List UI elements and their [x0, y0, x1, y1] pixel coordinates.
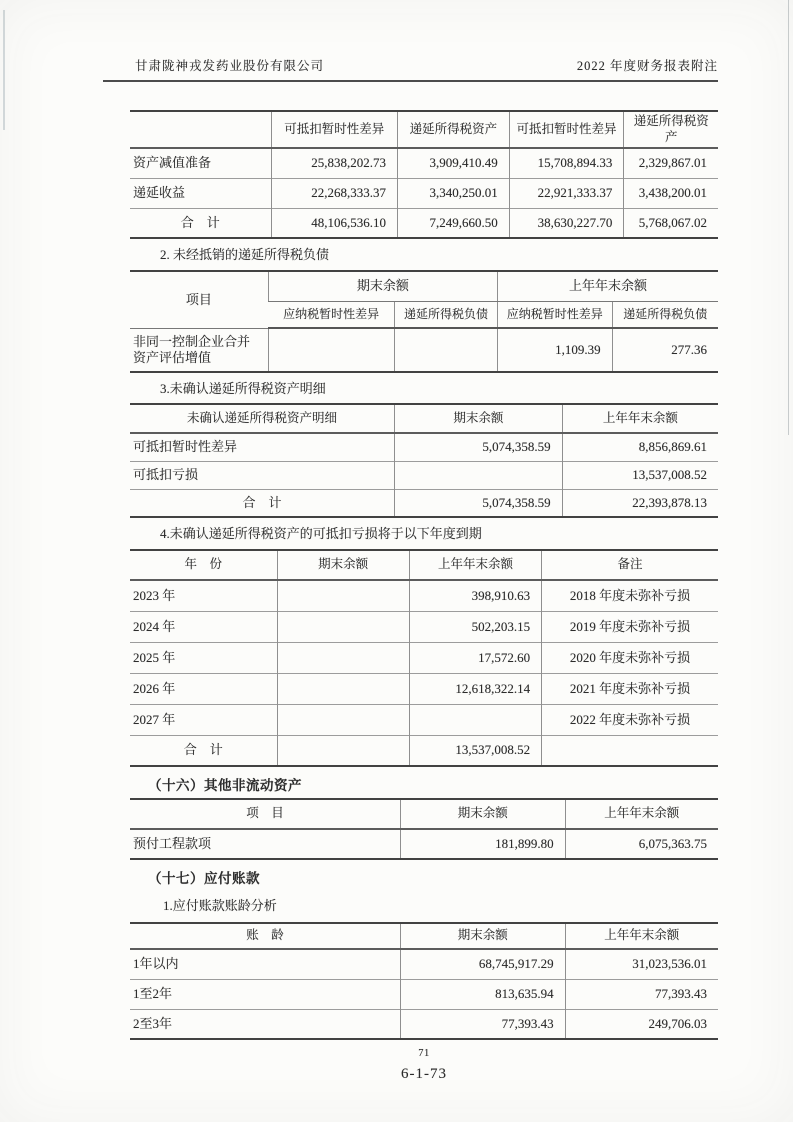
cell-value: 22,393,878.13	[562, 489, 718, 517]
table-row	[130, 328, 718, 372]
cell-remark: 2018 年度未弥补亏损	[542, 580, 718, 611]
cell-value	[277, 580, 409, 611]
section-title-other-noncurrent-assets: （十六）其他非流动资产	[148, 778, 302, 794]
row-label: 可抵扣亏损	[130, 461, 395, 489]
cell-value	[268, 328, 394, 372]
table-row	[130, 580, 718, 611]
cell-value: 3,340,250.01	[398, 178, 510, 208]
column-header: 年 份	[130, 550, 277, 580]
row-label: 可抵扣暂时性差异	[130, 433, 395, 461]
table-row	[130, 949, 718, 979]
table-header-row	[130, 799, 718, 829]
cell-remark: 2021 年度未弥补亏损	[542, 673, 718, 704]
cell-value: 5,768,067.02	[624, 208, 718, 238]
cell-value: 813,635.94	[400, 979, 565, 1009]
cell-value	[395, 328, 498, 372]
scan-artifact-left	[3, 10, 5, 130]
column-header: 期末余额	[400, 799, 565, 829]
row-label: 合 计	[130, 208, 271, 238]
column-header: 递延所得税资产	[398, 111, 510, 148]
column-group-header: 上年年末余额	[497, 271, 718, 301]
column-header: 上年年末余额	[565, 799, 718, 829]
cell-value: 1,109.39	[497, 328, 612, 372]
row-label: 非同一控制企业合并资产评估增值	[130, 328, 268, 372]
column-header: 项目	[130, 271, 268, 328]
cell-value: 38,630,227.70	[509, 208, 624, 238]
table-header-row	[130, 550, 718, 580]
cell-value	[277, 735, 409, 766]
column-header: 账 龄	[130, 923, 400, 949]
cell-value: 68,745,917.29	[400, 949, 565, 979]
column-header: 可抵扣暂时性差异	[509, 111, 624, 148]
row-label: 2026 年	[130, 673, 277, 704]
cell-value: 22,921,333.37	[509, 178, 624, 208]
cell-value: 277.36	[612, 328, 718, 372]
column-group-header: 期末余额	[268, 271, 497, 301]
cell-value: 2,329,867.01	[624, 148, 718, 178]
cell-value: 5,074,358.59	[395, 489, 563, 517]
table-row	[130, 433, 718, 461]
table-row	[130, 1009, 718, 1039]
cell-value	[277, 673, 409, 704]
table-row	[130, 704, 718, 735]
column-header: 期末余额	[395, 404, 563, 433]
section-title-unrecognized-deferred-tax: 3.未确认递延所得税资产明细	[160, 381, 326, 397]
cell-value: 398,910.63	[409, 580, 541, 611]
table-total-row	[130, 489, 718, 517]
cell-remark: 2019 年度未弥补亏损	[542, 611, 718, 642]
row-label: 2至3年	[130, 1009, 400, 1039]
page-number: 71	[418, 1048, 430, 1059]
cell-value: 502,203.15	[409, 611, 541, 642]
other-noncurrent-assets-table	[130, 798, 718, 860]
table-header-row	[130, 404, 718, 433]
row-label: 资产减值准备	[130, 148, 271, 178]
row-label: 合 计	[130, 489, 395, 517]
accounts-payable-aging-table	[130, 922, 718, 1040]
unrecognized-deferred-tax-table	[130, 403, 718, 518]
column-header: 备注	[542, 550, 718, 580]
cell-value: 3,438,200.01	[624, 178, 718, 208]
cell-remark: 2020 年度未弥补亏损	[542, 642, 718, 673]
cell-value: 8,856,869.61	[562, 433, 718, 461]
page-content	[130, 0, 718, 1040]
column-header: 上年年末余额	[409, 550, 541, 580]
table-row	[130, 673, 718, 704]
column-header: 期末余额	[277, 550, 409, 580]
page-code: 6-1-73	[401, 1066, 447, 1082]
scan-artifact-right	[788, 0, 789, 435]
column-header: 未确认递延所得税资产明细	[130, 404, 395, 433]
table-header-row	[130, 111, 718, 148]
table-group-header-row	[130, 271, 718, 301]
column-header: 项 目	[130, 799, 400, 829]
column-header	[130, 111, 271, 148]
cell-value: 6,075,363.75	[565, 829, 718, 859]
cell-value: 31,023,536.01	[565, 949, 718, 979]
subsection-title-aging-analysis: 1.应付账款账龄分析	[163, 898, 277, 914]
row-label: 预付工程款项	[130, 829, 400, 859]
deductible-losses-expiry-table	[130, 549, 718, 767]
cell-value: 3,909,410.49	[398, 148, 510, 178]
column-header: 应纳税暂时性差异	[497, 301, 612, 328]
row-label: 1年以内	[130, 949, 400, 979]
cell-value: 15,708,894.33	[509, 148, 624, 178]
section-title-accounts-payable: （十七）应付账款	[148, 871, 260, 887]
row-label: 2023 年	[130, 580, 277, 611]
section-title-deductible-losses-expiry: 4.未确认递延所得税资产的可抵扣亏损将于以下年度到期	[160, 526, 482, 542]
column-header: 递延所得税负债	[612, 301, 718, 328]
column-header: 递延所得税资产	[624, 111, 718, 148]
table-row	[130, 178, 718, 208]
cell-value: 25,838,202.73	[271, 148, 397, 178]
table-row	[130, 642, 718, 673]
table-row	[130, 148, 718, 178]
cell-value	[409, 704, 541, 735]
column-header: 可抵扣暂时性差异	[271, 111, 397, 148]
company-name: 甘肃陇神戎发药业股份有限公司	[135, 59, 325, 73]
cell-value: 181,899.80	[400, 829, 565, 859]
cell-value: 249,706.03	[565, 1009, 718, 1039]
row-label: 2025 年	[130, 642, 277, 673]
cell-value: 13,537,008.52	[409, 735, 541, 766]
cell-value	[277, 642, 409, 673]
cell-value: 77,393.43	[565, 979, 718, 1009]
column-header: 递延所得税负债	[395, 301, 498, 328]
cell-value: 13,537,008.52	[562, 461, 718, 489]
table-total-row	[130, 735, 718, 766]
column-header: 应纳税暂时性差异	[268, 301, 394, 328]
column-header: 期末余额	[400, 923, 565, 949]
table-total-row	[130, 208, 718, 238]
section-title-deferred-tax-liabilities: 2. 未经抵销的递延所得税负债	[160, 247, 330, 263]
row-label: 合 计	[130, 735, 277, 766]
row-label: 递延收益	[130, 178, 271, 208]
cell-value	[277, 611, 409, 642]
table-row	[130, 461, 718, 489]
cell-value: 7,249,660.50	[398, 208, 510, 238]
cell-remark	[542, 735, 718, 766]
deferred-tax-liabilities-table	[130, 270, 718, 373]
column-header: 上年年末余额	[562, 404, 718, 433]
row-label: 1至2年	[130, 979, 400, 1009]
document-header	[103, 0, 718, 82]
table-row	[130, 829, 718, 859]
cell-value: 17,572.60	[409, 642, 541, 673]
table-row	[130, 979, 718, 1009]
cell-value	[277, 704, 409, 735]
cell-value: 5,074,358.59	[395, 433, 563, 461]
row-label: 2024 年	[130, 611, 277, 642]
cell-value: 12,618,322.14	[409, 673, 541, 704]
column-header: 上年年末余额	[565, 923, 718, 949]
row-label: 2027 年	[130, 704, 277, 735]
cell-remark: 2022 年度未弥补亏损	[542, 704, 718, 735]
cell-value: 77,393.43	[400, 1009, 565, 1039]
deferred-tax-assets-table	[130, 110, 718, 239]
report-title: 2022 年度财务报表附注	[576, 59, 718, 73]
cell-value: 22,268,333.37	[271, 178, 397, 208]
table-row	[130, 611, 718, 642]
cell-value	[395, 461, 563, 489]
table-header-row	[130, 923, 718, 949]
cell-value: 48,106,536.10	[271, 208, 397, 238]
